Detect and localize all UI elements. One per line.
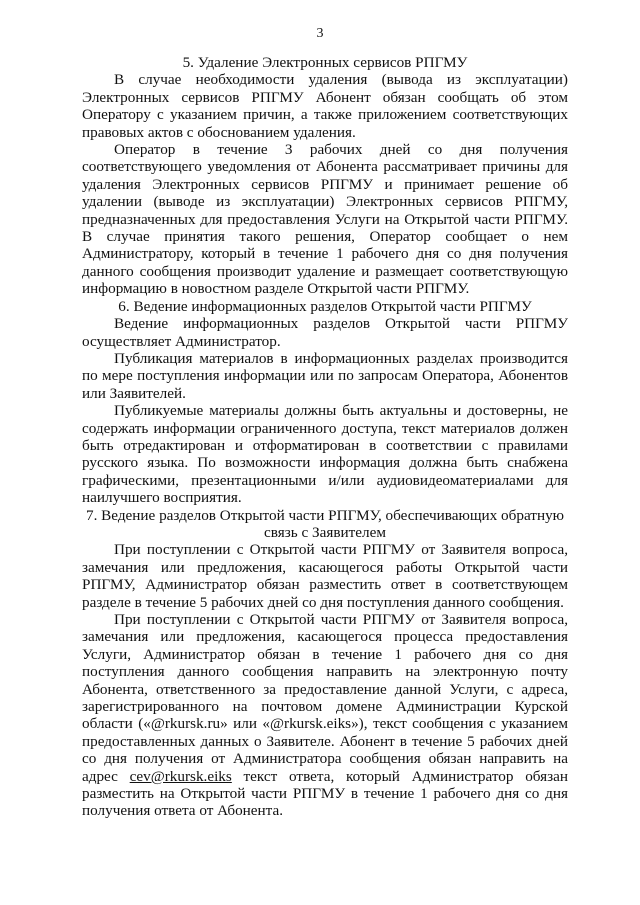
section-6-heading: 6. Ведение информационных разделов Открытой части РПГМУ [118, 297, 532, 315]
section-6-paragraph-3: Публикуемые материалы должны быть актуальны и достоверны, не содержать информации ограниченного доступа, текст материалов должен быть отредактирован и отформатирован в соответствии с правилами русского языка. По возможности информация должна быть снабжена графическими, презентационными и/или аудиовидеоматериалами для наилучшего восприятия. [82, 402, 568, 507]
section-5-paragraph-1: В случае необходимости удаления (вывода из эксплуатации) Электронных сервисов РПГМУ Абонент обязан сообщать об этом Оператору с указанием причин, а также приложением соответствующих правовых актов с обоснованием удаления. [82, 71, 568, 141]
response-email-address: cev@rkursk.eiks [129, 767, 232, 785]
section-6-paragraph-1: Ведение информационных разделов Открытой части РПГМУ осуществляет Администратор. [82, 315, 568, 350]
section-5-paragraph-2: Оператор в течение 3 рабочих дней со дня получения соответствующего уведомления от Абонента рассматривает причины для удаления Электронных сервисов РПГМУ и принимает решение об удалении (выводе из эксплуатации) Электронных сервисов РПГМУ, предназначенных для предоставления Услуги на Открытой части РПГМУ. В случае принятия такого решения, Оператор сообщает о нем Администратору, который в течение 1 рабочего дня со дня получения данного сообщения производит удаление и размещает соответствующую информацию в новостном разделе Открытой части РПГМУ. [82, 141, 568, 298]
page-number: 3 [316, 26, 324, 41]
document-body [82, 54, 568, 820]
section-7-heading-line-1: 7. Ведение разделов Открытой части РПГМУ, обеспечивающих обратную [85, 506, 565, 524]
section-7-paragraph-2-part-1: При поступлении с Открытой части РПГМУ от Заявителя вопроса, замечания или предложения, касающегося процесса предоставления Услуги, Администратор обязан в течение 1 рабочего дня со дня поступления данного сообщения направить на электронную почту Абонента, ответственного за предоставление данной Услуги, с адреса, зарегистрированного на почтовом домене Администрации Курской области («@rkursk.ru» или «@rkursk.eiks»), текст сообщения с указанием предоставленных данных о Заявителе. Абонент в течение 5 рабочих дней со дня получения от Администратора сообщения обязан направить на адрес [82, 611, 568, 785]
section-6-paragraph-2: Публикация материалов в информационных разделах производится по мере поступления информации или по запросам Оператора, Абонентов или Заявителей. [82, 349, 568, 402]
section-7-paragraph-2 [82, 611, 568, 820]
section-5-heading: 5. Удаление Электронных сервисов РПГМУ [182, 54, 468, 71]
section-7-paragraph-2-part-2: текст ответа, который Администратор обязан разместить на Открытой части РПГМУ в течение 1 рабочего дня со дня получения ответа от Абонента. [82, 767, 569, 820]
section-7-paragraph-1: При поступлении с Открытой части РПГМУ от Заявителя вопроса, замечания или предложения, касающегося работы Открытой части РПГМУ, Администратор обязан разместить ответ в соответствующем разделе в течение 5 рабочих дней со дня поступления данного сообщения. [82, 541, 568, 611]
section-7-heading [82, 507, 568, 542]
section-7-heading-line-2: связь с Заявителем [264, 523, 386, 541]
